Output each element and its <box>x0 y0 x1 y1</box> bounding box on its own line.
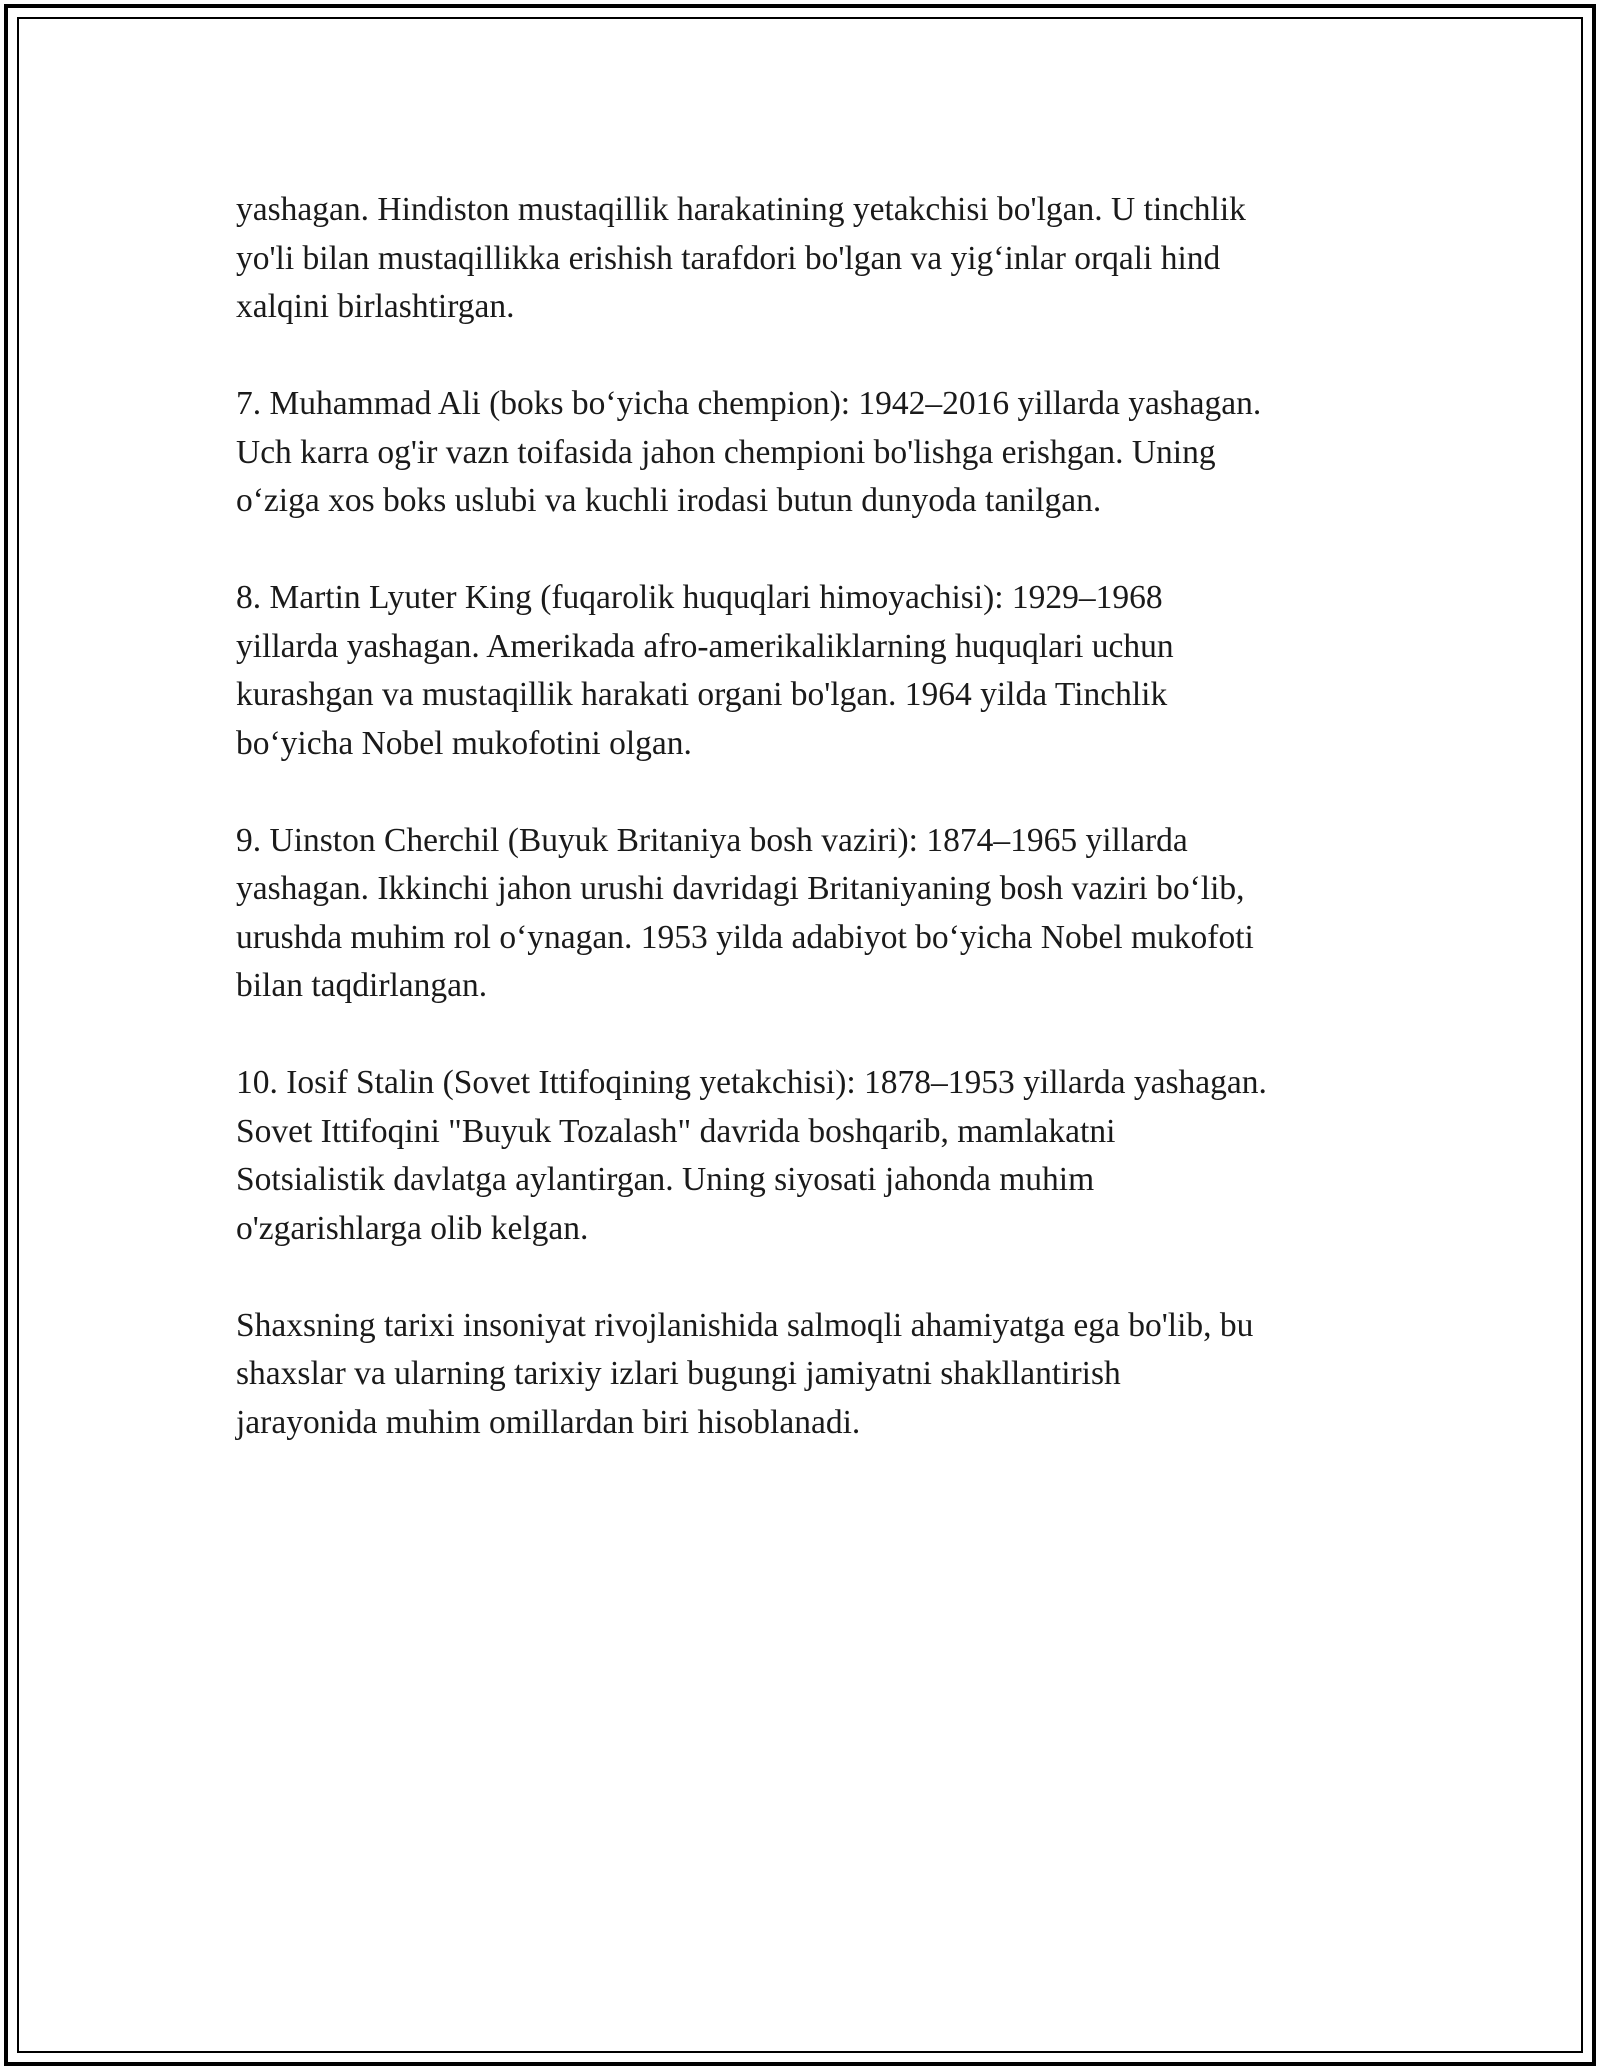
paragraph-joseph-stalin: 10. Iosif Stalin (Sovet Ittifoqining yetakchisi): 1878–1953 yillarda yashagan. Sovet Ittifoqini "Buyuk Tozalash" davrida boshqarib, mamlakatni Sotsialistik davlatga aylantirgan. Uning siyosati jahonda muhim o'zgarishlarga olib kelgan. <box>236 1064 1267 1247</box>
paragraph-gandhi-continued: yashagan. Hindiston mustaqillik harakatining yetakchisi bo'lgan. U tinchlik yo'li bilan mustaqillikka erishish tarafdori bo'lgan va yig‘inlar orqali hind xalqini birlashtirgan. <box>236 191 1246 325</box>
paragraph-martin-luther-king: 8. Martin Lyuter King (fuqarolik huquqlari himoyachisi): 1929–1968 yillarda yashagan. Amerikada afro-amerikaliklarning huquqlari uchun kurashgan va mustaqillik harakati organi bo'lgan. 1964 yilda Tinchlik bo‘yicha Nobel mukofotini olgan. <box>236 579 1174 762</box>
paragraph-muhammad-ali: 7. Muhammad Ali (boks bo‘yicha chempion): 1942–2016 yillarda yashagan. Uch karra og'ir vazn toifasida jahon chempioni bo'lishga erishgan. Uning o‘ziga xos boks uslubi va kuchli irodasi butun dunyoda tanilgan. <box>236 385 1262 519</box>
paragraph-winston-churchill: 9. Uinston Cherchil (Buyuk Britaniya bosh vaziri): 1874–1965 yillarda yashagan. Ikkinchi jahon urushi davridagi Britaniyaning bosh vaziri bo‘lib, urushda muhim rol o‘ynagan. 1953 yilda adabiyot bo‘yicha Nobel mukofoti bilan taqdirlangan. <box>236 821 1254 1004</box>
paragraph-conclusion: Shaxsning tarixi insoniyat rivojlanishida salmoqli ahamiyatga ega bo'lib, bu shaxslar va ularning tarixiy izlari bugungi jamiyatni shakllantirish jarayonida muhim omillardan biri hisoblanadi. <box>236 1306 1254 1441</box>
document-body <box>236 186 1396 1496</box>
